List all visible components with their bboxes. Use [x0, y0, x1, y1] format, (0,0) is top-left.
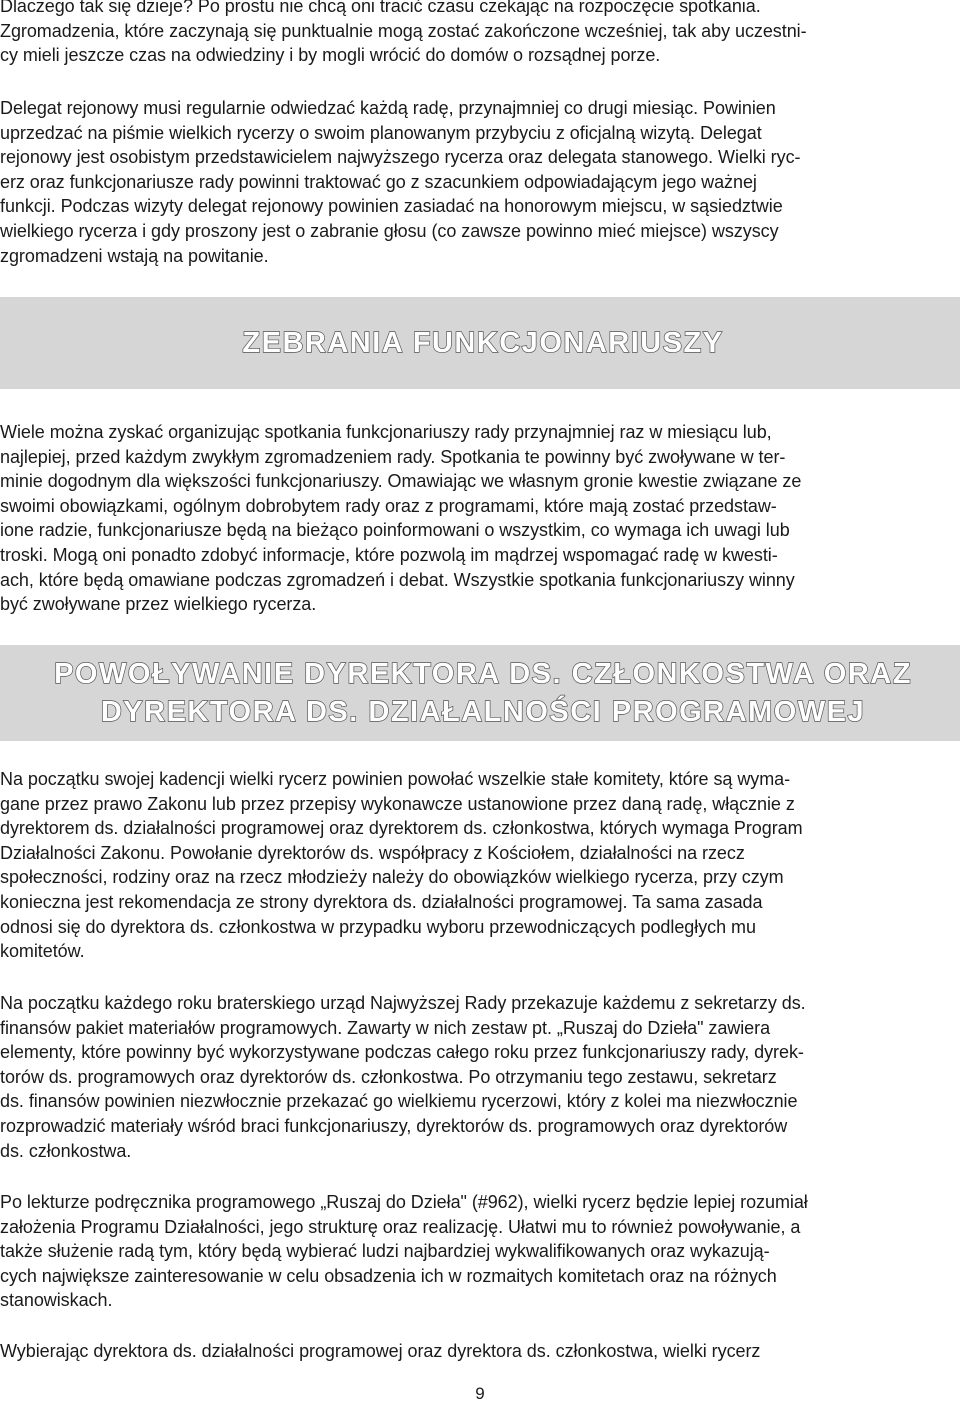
section-banner-officers-meetings: [0, 297, 960, 389]
paragraph-officers-meetings: Wiele można zyskać organizując spotkania funkcjonariuszy rady przynajmniej raz w miesiącu lub, najlepiej, przed każdym zwykłym zgromadzeniem rady. Spotkania te powinny być zwoływane w ter- minie dogodnym dla większości funkcjonariuszy. Omawiając we własnym gronie kwestie związane ze swoimi obowiązkami, ogólnym dobrobytem rady oraz z programami, które mają zostać przedstaw- ione radzie, funkcjonariusze będą na bieżąco poinformowani o wszystkim, co wymaga ich uwagi lub troski. Mogą oni ponadto zdobyć informacje, które pozwolą im mądrzej wspomagać radę w kwesti- ach, które będą omawiane podczas zgromadzeń i debat. Wszystkie spotkania funkcjonariuszy winny być zwoływane przez wielkiego rycerza.: [0, 422, 802, 615]
paragraph-district-deputy: Delegat rejonowy musi regularnie odwiedzać każdą radę, przynajmniej co drugi miesiąc. Powinien uprzedzać na piśmie wielkich rycerzy o swoim planowanym przybyciu z oficjalną wizytą. Delegat rejonowy jest osobistym przedstawicielem najwyższego rycerza oraz delegata stanowego. Wielki ryc- erz oraz funkcjonariusze rady powinni traktować go z szacunkiem odpowiadającym jego ważnej funkcji. Podczas wizyty delegat rejonowy powinien zasiadać na honorowym miejscu, w sąsiedztwie wielkiego rycerza i gdy proszony jest o zabranie głosu (co zawsze powinno mieć miejsce) wszyscy zgromadzeni wstają na powitanie.: [0, 98, 801, 266]
paragraph-director-selection: Wybierając dyrektora ds. działalności programowej oraz dyrektora ds. członkostwa, wielki rycerz: [0, 1341, 761, 1361]
section-banner-director-appointment: [0, 645, 960, 741]
paragraph-program-materials: Na początku każdego roku braterskiego urząd Najwyższej Rady przekazuje każdemu z sekretarzy ds. finansów pakiet materiałów programowych. Zawarty w nich zestaw pt. „Ruszaj do Dzieła" zawiera elementy, które powinny być wykorzystywane podczas całego roku przez funkcjonariuszy rady, dyrek- torów ds. programowych oraz dyrektorów ds. członkostwa. Po otrzymaniu tego zestawu, sekretarz ds. finansów powinien niezwłocznie przekazać go wielkiemu rycerzowi, który z kolei ma niezwłocznie rozprowadzić materiały wśród braci funkcjonariuszy, dyrektorów ds. programowych oraz dyrektorów ds. członkostwa.: [0, 993, 806, 1161]
section-heading-director-appointment: POWOŁYWANIE DYREKTORA DS. CZŁONKOSTWA ORAZ DYREKTORA DS. DZIAŁALNOŚCI PROGRAMOWEJ: [54, 658, 912, 728]
paragraph-committee-appointments: Na początku swojej kadencji wielki rycerz powinien powołać wszelkie stałe komitety, które są wyma- gane przez prawo Zakonu lub przez przepisy wykonawcze ustanowione przez daną radę, włącznie z dyrektorem ds. działalności programowej oraz dyrektorem ds. członkostwa, których wymaga Program Działalności Zakonu. Powołanie dyrektorów ds. współpracy z Kościołem, działalności na rzecz społeczności, rodziny oraz na rzecz młodzieży należy do obowiązków wielkiego rycerza, przy czym konieczna jest rekomendacja ze strony dyrektora ds. działalności programowej. Ta sama zasada odnosi się do dyrektora ds. członkostwa w przypadku wyboru przewodniczących podległych mu komitetów.: [0, 769, 803, 962]
paragraph-program-manual: Po lekturze podręcznika programowego „Ruszaj do Dzieła" (#962), wielki rycerz będzie lepiej rozumiał założenia Programu Działalności, jego strukturę oraz realizację. Ułatwi mu to również powoływanie, a także służenie radą tym, który będą wybierać ludzi najbardziej wykwalifikowanych oraz wykazują- cych największe zainteresowanie w celu obsadzenia ich w rozmaitych komitetach oraz na różnych stanowiskach.: [0, 1192, 808, 1311]
section-heading-officers-meetings: ZEBRANIA FUNKCJONARIUSZY: [242, 327, 724, 359]
paragraph-meeting-punctuality: Dlaczego tak się dzieje? Po prostu nie chcą oni tracić czasu czekając na rozpoczęcie spotkania. Zgromadzenia, które zaczynają się punktualnie mogą zostać zakończone wcześniej, tak aby uczestni- cy mieli jeszcze czas na odwiedziny i by mogli wrócić do domów o rozsądnej porze.: [0, 0, 807, 66]
page-number: 9: [475, 1384, 485, 1403]
